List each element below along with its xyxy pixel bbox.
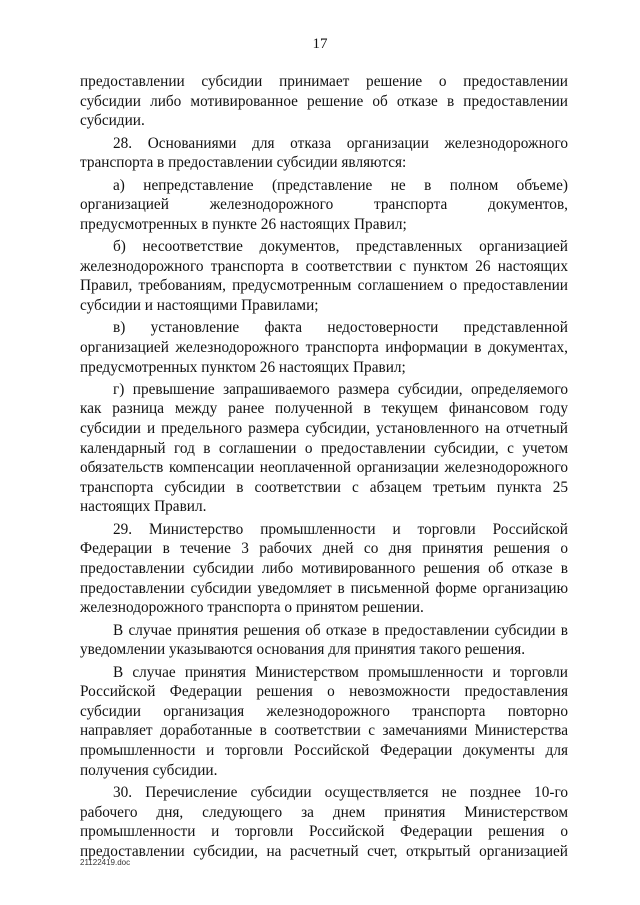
- paragraph-refusal-notice: В случае принятия решения об отказе в предоставлении субсидии в уведомлении указываются основания для принятия такого решения.: [80, 621, 568, 659]
- footer-doc-code: 21122419.doc: [80, 858, 131, 867]
- paragraph-item-29: 29. Министерство промышленности и торговли Российской Федерации в течение 3 рабочих дней со дня принятия решения о предоставлении субсидии либо мотивированного решения об отказе в предоставлении субсидии уведомляет в письменной форме организацию железнодорожного транспорта о принятом решении.: [80, 520, 568, 617]
- paragraph-resubmission: В случае принятия Министерством промышленности и торговли Российской Федерации решения о невозможности предоставления субсидии организация железнодорожного транспорта повторно направляет доработанные в соответствии с замечаниями Министерства промышленности и торговли Российской Федерации документы для получения субсидии.: [80, 663, 568, 779]
- document-body: [80, 72, 568, 864]
- paragraph-item-30: 30. Перечисление субсидии осуществляется не позднее 10-го рабочего дня, следующего за днем принятия Министерством промышленности и торговли Российской Федерации решения о предоставлении субсидии, на расчетный счет, открытый организацией: [80, 783, 568, 860]
- paragraph-subitem-g: г) превышение запрашиваемого размера субсидии, определяемого как разница между ранее полученной в текущем финансовом году субсидии и предельного размера субсидии, установленного на отчетный календарный год в соглашении о предоставлении субсидии, с учетом обязательств компенсации неоплаченной организации железнодорожного транспорта субсидии в соответствии с абзацем третьим пункта 25 настоящих Правил.: [80, 380, 568, 516]
- paragraph-continuation: предоставлении субсидии принимает решение о предоставлении субсидии либо мотивированное решение об отказе в предоставлении субсидии.: [80, 73, 568, 130]
- paragraph-subitem-v: в) установление факта недостоверности представленной организацией железнодорожного транспорта информации в документах, предусмотренных пунктом 26 настоящих Правил;: [80, 319, 568, 376]
- page-number: 17: [312, 36, 328, 52]
- paragraph-subitem-b: б) несоответствие документов, представленных организацией железнодорожного транспорта в соответствии с пунктом 26 настоящих Правил, требованиям, предусмотренным соглашением о предоставлении субсидии и настоящими Правилами;: [80, 238, 568, 314]
- paragraph-subitem-a: а) непредставление (представление не в полном объеме) организацией железнодорожного транспорта документов, предусмотренных в пункте 26 настоящих Правил;: [80, 176, 568, 233]
- paragraph-item-28: 28. Основаниями для отказа организации железнодорожного транспорта в предоставлении субсидии являются:: [80, 134, 568, 172]
